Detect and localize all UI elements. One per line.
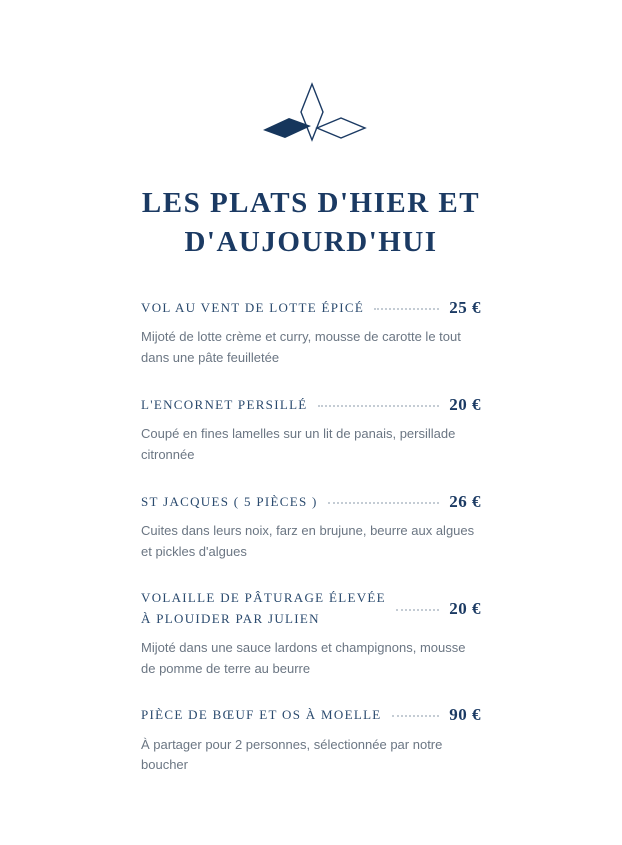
dish-price: 20 € [449, 598, 481, 618]
page-title [0, 184, 622, 262]
dish-name: PIÈCE DE BŒUF ET OS À MOELLE [141, 707, 382, 723]
menu-item [141, 492, 481, 563]
menu-item-row [141, 492, 481, 512]
dish-description: Coupé en fines lamelles sur un lit de panais, persillade citronnée [141, 426, 456, 462]
dish-description: Mijoté dans une sauce lardons et champignons, mousse de pomme de terre au beurre [141, 639, 466, 676]
dish-price: 90 € [449, 705, 481, 725]
menu-item [141, 705, 481, 776]
dish-name: ST JACQUES ( 5 PIÈCES ) [141, 493, 318, 509]
three-diamonds-logo-icon [249, 82, 373, 154]
menu-item-row [141, 588, 481, 628]
dish-name: VOL AU VENT DE LOTTE ÉPICÉ [141, 300, 365, 316]
dotted-leader [392, 715, 440, 717]
dotted-leader [374, 308, 439, 310]
menu-item-row [141, 298, 481, 318]
menu-item [141, 395, 481, 466]
menu-list [141, 298, 481, 776]
dish-description: Mijoté de lotte crème et curry, mousse de carotte le tout dans une pâte feuilletée [141, 329, 461, 366]
dotted-leader [318, 405, 440, 407]
brand-logo [0, 0, 622, 154]
dish-price: 26 € [449, 491, 481, 511]
dish-name: VOLAILLE DE PÂTURAGE ÉLEVÉE À PLOUIDER PAR JULIEN [141, 590, 386, 626]
dotted-leader [328, 502, 440, 504]
dish-price: 25 € [449, 298, 481, 318]
dish-name: L'ENCORNET PERSILLÉ [141, 397, 308, 413]
menu-item-row [141, 395, 481, 415]
page-title-line2: D'AUJOURD'HUI [184, 226, 438, 259]
menu-item-row [141, 705, 481, 725]
menu-item [141, 298, 481, 369]
dish-description: À partager pour 2 personnes, sélectionnée par notre boucher [141, 736, 443, 773]
page-title-line1: LES PLATS D'HIER ET [141, 187, 481, 219]
dotted-leader [396, 609, 439, 611]
dish-price: 20 € [449, 395, 481, 415]
menu-item [141, 588, 481, 679]
dish-description: Cuites dans leurs noix, farz en brujune, beurre aux algues et pickles d'algues [141, 522, 475, 559]
